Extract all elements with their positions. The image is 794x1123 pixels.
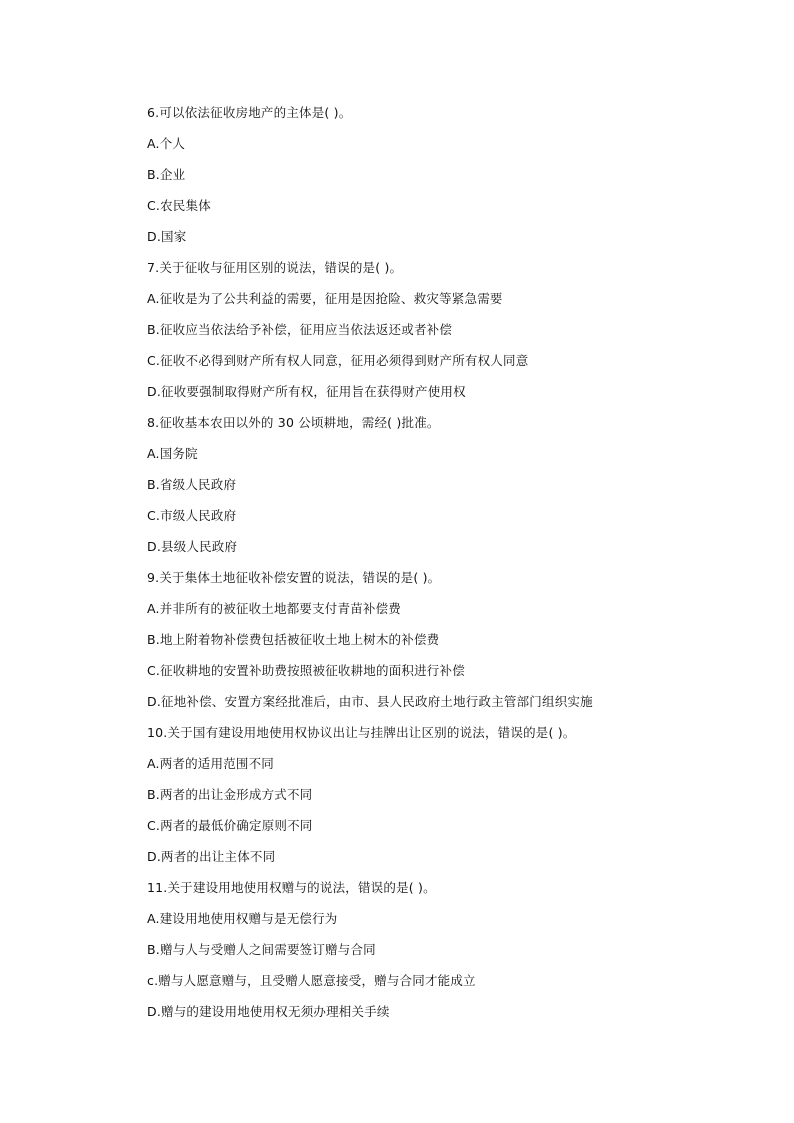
question-6-option-d: D.国家 — [147, 229, 187, 244]
question-10-option-b: B.两者的出让金形成方式不同 — [147, 787, 313, 802]
question-9-option-a: A.并非所有的被征收土地都要支付青苗补偿费 — [147, 601, 402, 616]
question-11-option-c: c.赠与人愿意赠与，且受赠人愿意接受，赠与合同才能成立 — [147, 973, 476, 988]
question-7-option-b: B.征收应当依法给予补偿，征用应当依法返还或者补偿 — [147, 322, 453, 337]
question-9-stem: 9.关于集体土地征收补偿安置的说法，错误的是( )。 — [147, 570, 441, 585]
question-10-option-c: C.两者的最低价确定原则不同 — [147, 818, 313, 833]
question-9-option-b: B.地上附着物补偿费包括被征收土地上树木的补偿费 — [147, 632, 440, 647]
question-6-stem: 6.可以依法征收房地产的主体是( )。 — [147, 105, 352, 120]
question-11-option-b: B.赠与人与受赠人之间需要签订赠与合同 — [147, 942, 376, 957]
question-9-option-d: D.征地补偿、安置方案经批准后，由市、县人民政府土地行政主管部门组织实施 — [147, 694, 593, 709]
question-6-option-b: B.企业 — [147, 167, 186, 182]
question-11-option-d: D.赠与的建设用地使用权无须办理相关手续 — [147, 1004, 390, 1019]
question-9-option-c: C.征收耕地的安置补助费按照被征收耕地的面积进行补偿 — [147, 663, 465, 678]
question-10-option-a: A.两者的适用范围不同 — [147, 756, 275, 771]
question-10-option-d: D.两者的出让主体不同 — [147, 849, 276, 864]
question-11-option-a: A.建设用地使用权赠与是无偿行为 — [147, 911, 338, 926]
question-8-option-d: D.县级人民政府 — [147, 539, 238, 554]
question-list — [147, 104, 707, 1034]
question-10-stem: 10.关于国有建设用地使用权协议出让与挂牌出让区别的说法，错误的是( )。 — [147, 725, 576, 740]
question-8-option-c: C.市级人民政府 — [147, 508, 237, 523]
question-8-option-a: A.国务院 — [147, 446, 198, 461]
question-7-option-d: D.征收要强制取得财产所有权，征用旨在获得财产使用权 — [147, 384, 466, 399]
question-8-option-b: B.省级人民政府 — [147, 477, 237, 492]
question-11-stem: 11.关于建设用地使用权赠与的说法，错误的是( )。 — [147, 880, 436, 895]
question-7-option-c: C.征收不必得到财产所有权人同意，征用必须得到财产所有权人同意 — [147, 353, 529, 368]
question-7-stem: 7.关于征收与征用区别的说法，错误的是( )。 — [147, 260, 403, 275]
question-6-option-c: C.农民集体 — [147, 198, 211, 213]
question-8-stem: 8.征收基本农田以外的 30 公顷耕地，需经( )批准。 — [147, 415, 440, 430]
question-6-option-a: A.个人 — [147, 136, 186, 151]
question-7-option-a: A.征收是为了公共利益的需要，征用是因抢险、救灾等紧急需要 — [147, 291, 503, 306]
